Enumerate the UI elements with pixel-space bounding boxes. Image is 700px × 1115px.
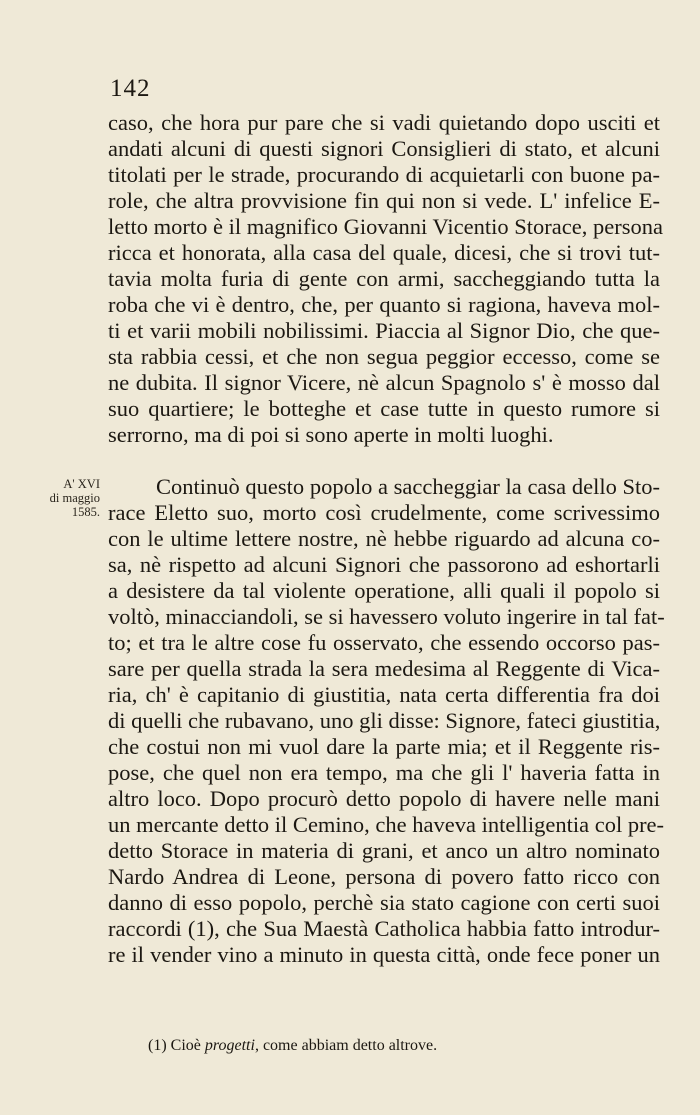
- text-line: di quelli che rubavano, uno gli disse: Signore, fateci giustitia,: [108, 708, 661, 733]
- text-line: pose, che quel non era tempo, ma che gli l' haveria fatta in: [108, 760, 660, 785]
- footnote-italic-term: progetti: [204, 1037, 255, 1054]
- text-line: a desistere da tal violente operatione, alli quali il popolo si: [108, 578, 660, 603]
- margin-note-line: di maggio: [49, 491, 100, 505]
- text-line: sare per quella strada la sera medesima al Reggente di Vica-: [108, 656, 660, 681]
- text-line: sa, nè rispetto ad alcuni Signori che passorono ad eshortarli: [108, 552, 660, 577]
- text-line: ti et varii mobili nobilissimi. Piaccia al Signor Dio, che que-: [108, 318, 660, 343]
- text-line: sta rabbia cessi, et che non segua peggior eccesso, come se: [108, 344, 660, 369]
- text-line: ne dubita. Il signor Vicere, nè alcun Spagnolo s' è mosso dal: [108, 370, 660, 395]
- text-line: andati alcuni di questi signori Consiglieri di stato, et alcuni: [108, 136, 660, 161]
- text-line: con le ultime lettere nostre, nè hebbe riguardo ad alcuna co-: [108, 526, 660, 551]
- page-number: 142: [110, 75, 151, 102]
- text-line: Continuò questo popolo a saccheggiar la casa dello Sto-: [156, 474, 660, 499]
- text-line: danno di esso popolo, perchè sia stato cagione con certi suoi: [108, 890, 660, 915]
- text-line: che costui non mi vuol dare la parte mia; et il Reggente ris-: [108, 734, 660, 759]
- text-line: race Eletto suo, morto così crudelmente, come scrivessimo: [108, 500, 660, 525]
- margin-note-line: A' XVI: [63, 477, 100, 491]
- text-line: serrorno, ma di poi si sono aperte in molti luoghi.: [108, 422, 554, 447]
- margin-note-date: [22, 477, 100, 519]
- text-line: altro loco. Dopo procurò detto popolo di havere nelle mani: [108, 786, 660, 811]
- text-line: role, che altra provvisione fin qui non si vede. L' infelice E-: [108, 188, 660, 213]
- footnote: [148, 1036, 628, 1056]
- text-line: un mercante detto il Cemino, che haveva intelligentia col pre-: [108, 812, 665, 837]
- footnote-marker: (1) Cioè: [148, 1037, 201, 1054]
- text-line: suo quartiere; le botteghe et case tutte in questo rumore si: [108, 396, 660, 421]
- text-line: tavia molta furia di gente con armi, saccheggiando tutta la: [108, 266, 660, 291]
- text-line: titolati per le strade, procurando di acquietarli con buone pa-: [108, 162, 660, 187]
- text-line: raccordi (1), che Sua Maestà Catholica habbia fatto introdur-: [108, 916, 660, 941]
- text-line: ricca et honorata, alla casa del quale, dicesi, che si trovi tut-: [108, 240, 660, 265]
- margin-note-line: 1585.: [71, 505, 100, 519]
- footnote-text: , come abbiam detto altrove.: [254, 1037, 438, 1054]
- text-line: Nardo Andrea di Leone, persona di povero fatto ricco con: [108, 864, 660, 889]
- text-line: re il vender vino a minuto in questa città, onde fece poner un: [108, 942, 660, 967]
- text-line: ria, ch' è capitanio di giustitia, nata certa differentia fra doi: [108, 682, 660, 707]
- text-line: detto Storace in materia di grani, et anco un altro nominato: [108, 838, 660, 863]
- text-line: roba che vi è dentro, che, per quanto si ragiona, haveva mol-: [108, 292, 660, 317]
- text-line: to; et tra le altre cose fu osservato, che essendo occorso pas-: [108, 630, 660, 655]
- text-line: caso, che hora pur pare che si vadi quietando dopo usciti et: [108, 110, 660, 135]
- text-line: letto morto è il magnifico Giovanni Vicentio Storace, persona: [108, 214, 663, 239]
- text-line: voltò, minacciandoli, se si havessero voluto ingerire in tal fat-: [108, 604, 665, 629]
